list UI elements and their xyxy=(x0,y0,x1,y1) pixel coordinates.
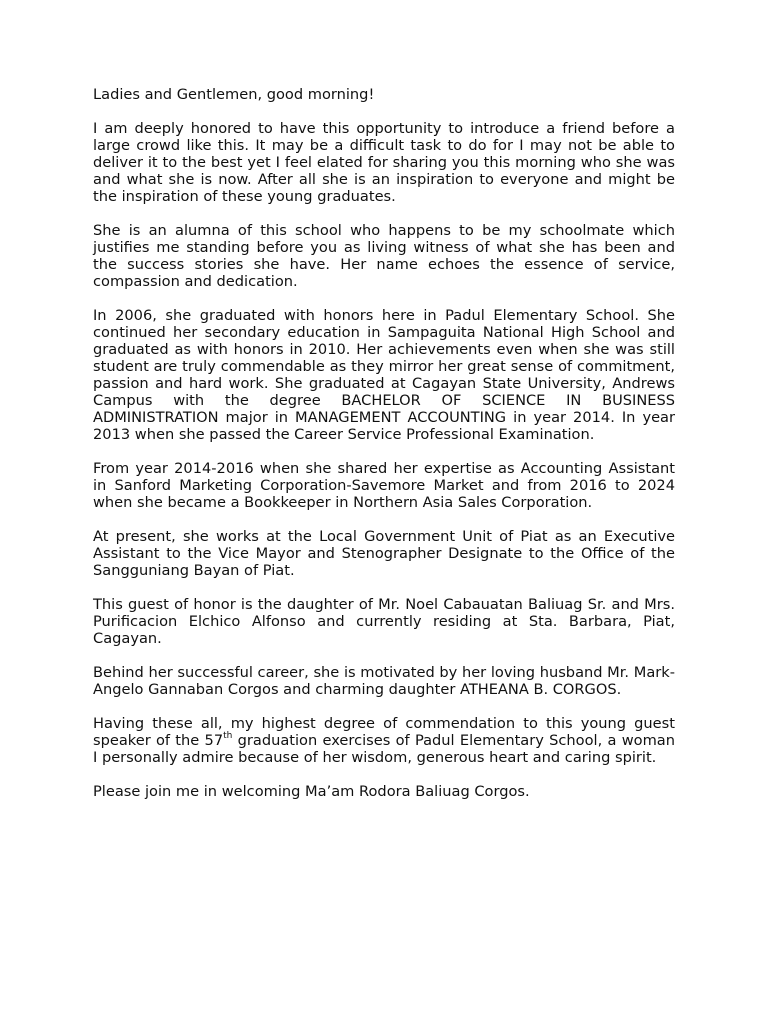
commendation-text-start: Having these all, my highest degree of commendation to this young guest speaker of the 57 xyxy=(93,715,675,749)
husband-paragraph: Behind her successful career, she is motivated by her loving husband Mr. Mark-Angelo Gannaban Corgos and charming daughter ATHEANA B. CORGOS. xyxy=(93,664,675,698)
career-paragraph: From year 2014-2016 when she shared her expertise as Accounting Assistant in Sanford Marketing Corporation-Savemore Market and from 2016 to 2024 when she became a Bookkeeper in Northern Asia Sales Corporation. xyxy=(93,460,675,511)
family-paragraph: This guest of honor is the daughter of Mr. Noel Cabauatan Baliuag Sr. and Mrs. Purificacion Elchico Alfonso and currently residing at Sta. Barbara, Piat, Cagayan. xyxy=(93,596,675,647)
education-paragraph: In 2006, she graduated with honors here in Padul Elementary School. She continued her secondary education in Sampaguita National High School and graduated as with honors in 2010. Her achievements even when she was still student are truly commendable as they mirror her great sense of commitment, passion and hard work. She graduated at Cagayan State University, Andrews Campus with the degree BACHELOR OF SCIENCE IN BUSINESS ADMINISTRATION major in MANAGEMENT ACCOUNTING in year 2014. In year 2013 when she passed the Career Service Professional Examination. xyxy=(93,307,675,443)
present-work-paragraph: At present, she works at the Local Government Unit of Piat as an Executive Assistant to the Vice Mayor and Stenographer Designate to the Office of the Sangguniang Bayan of Piat. xyxy=(93,528,675,579)
intro-paragraph: I am deeply honored to have this opportunity to introduce a friend before a large crowd like this. It may be a difficult task to do for I may not be able to deliver it to the best yet I feel elated for sharing you this morning who she was and what she is now. After all she is an inspiration to everyone and might be the inspiration of these young graduates. xyxy=(93,120,675,205)
ordinal-superscript: th xyxy=(223,731,233,742)
commendation-paragraph xyxy=(93,715,675,766)
greeting-paragraph: Ladies and Gentlemen, good morning! xyxy=(93,86,375,103)
commendation-text-end: graduation exercises of Padul Elementary School, a woman I personally admire because of her wisdom, generous heart and caring spirit. xyxy=(93,732,675,766)
alumna-paragraph: She is an alumna of this school who happens to be my schoolmate which justifies me standing before you as living witness of what she has been and the success stories she have. Her name echoes the essence of service, compassion and dedication. xyxy=(93,222,675,290)
closing-paragraph: Please join me in welcoming Ma’am Rodora Baliuag Corgos. xyxy=(93,783,530,800)
document-body xyxy=(93,86,675,817)
